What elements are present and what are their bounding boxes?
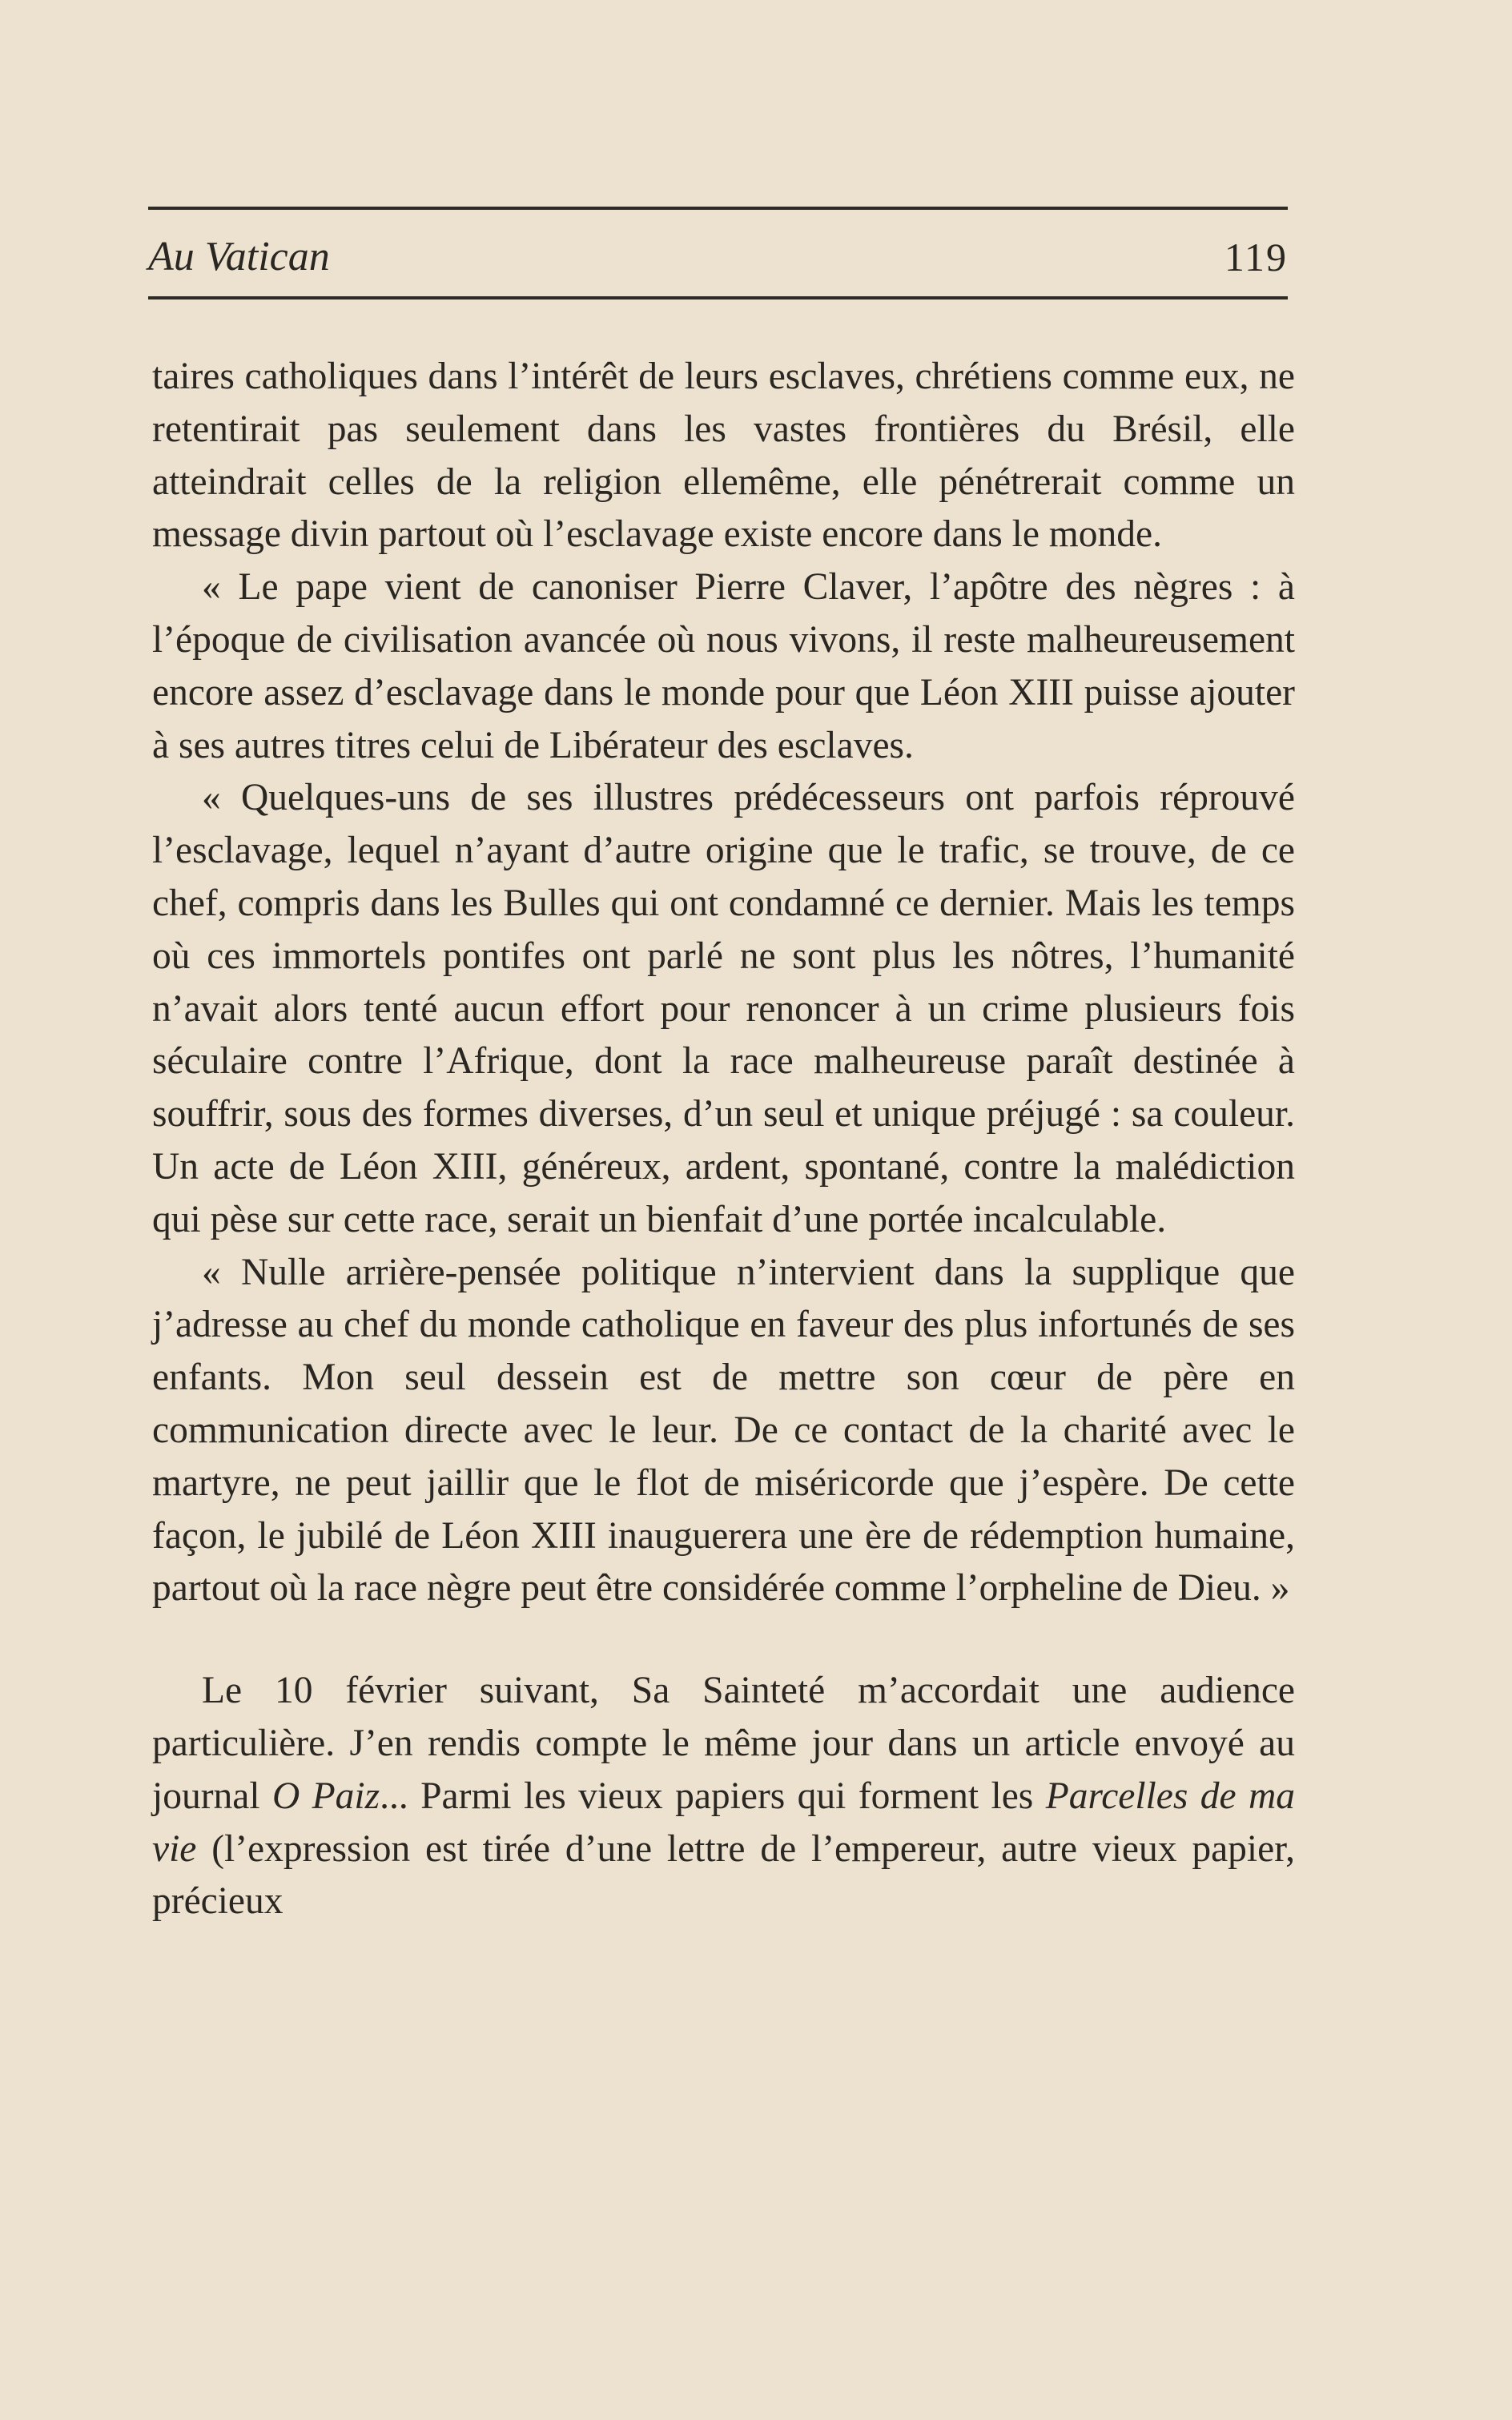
paragraph-quote-predecessors: « Quelques-uns de ses illustres prédécesseurs ont parfois réprouvé l’esclavage, lequel n’ayant d’autre origine que le trafic, se trouve, de ce chef, compris dans les Bulles qui ont condamné ce dernier. Mais les temps où ces immortels pontifes ont parlé ne sont plus les nôtres, l’humanité n’avait alors tenté aucun effort pour renoncer à un crime plusieurs fois séculaire contre l’Afrique, dont la race malheureuse paraît destinée à souffrir, sous des formes diverses, d’un seul et unique préjugé : sa couleur. Un acte de Léon XIII, généreux, ardent, spontané, contre la malédiction qui pèse sur cette race, serait un bienfait d’une portée incalculable. — [152, 777, 1295, 1240]
header-rule-bottom — [148, 296, 1288, 299]
book-title: Parcelles de ma vie — [152, 1775, 1296, 1870]
journal-title: O Paiz — [271, 1775, 380, 1817]
paragraph-quote-supplique: « Nulle arrière-pensée politique n’intervient dans la supplique que j’adresse au chef du monde catholique en faveur des plus infortunés de ses enfants. Mon seul dessein est de mettre son cœur de père en communication directe avec le leur. De ce contact de la charité avec le martyre, ne peut jaillir que le flot de miséricorde que j’espère. De cette façon, le jubilé de Léon XIII inauguerera une ère de rédemption humaine, partout où la race nègre peut être considérée comme l’orpheline de Dieu. » — [152, 1251, 1295, 1610]
running-head-title: Au Vatican — [148, 234, 330, 279]
audience-text-2: ... Parmi les vieux papiers qui forment les — [380, 1775, 1046, 1817]
audience-text-1: Le 10 février suivant, Sa Sainteté m’accordait une audience particulière. J’en rendis compte le même jour dans un article envoyé au journal — [152, 1670, 1295, 1817]
paragraph-continued: taires catholiques dans l’intérêt de leurs esclaves, chrétiens comme eux, ne retentirait pas seulement dans les vastes frontières du Brésil, elle atteindrait celles de la religion ellemême, elle pénétrerait comme un message divin partout où l’esclavage existe encore dans le monde. — [152, 356, 1295, 556]
paragraph-quote-claver: « Le pape vient de canoniser Pierre Claver, l’apôtre des nègres : à l’époque de civilisation avancée où nous vivons, il reste malheureusement encore assez d’esclavage dans le monde pour que Léon XIII puisse ajouter à ses autres titres celui de Libérateur des esclaves. — [152, 566, 1295, 766]
audience-text-3: (l’expression est tirée d’une lettre de l’empereur, autre vieux papier, précieux — [152, 1827, 1295, 1923]
paragraph-audience — [152, 1665, 1295, 1928]
body-text — [152, 351, 1295, 1928]
page-number: 119 — [1224, 235, 1288, 279]
running-head — [148, 229, 1288, 285]
header-rule-top — [148, 207, 1288, 210]
